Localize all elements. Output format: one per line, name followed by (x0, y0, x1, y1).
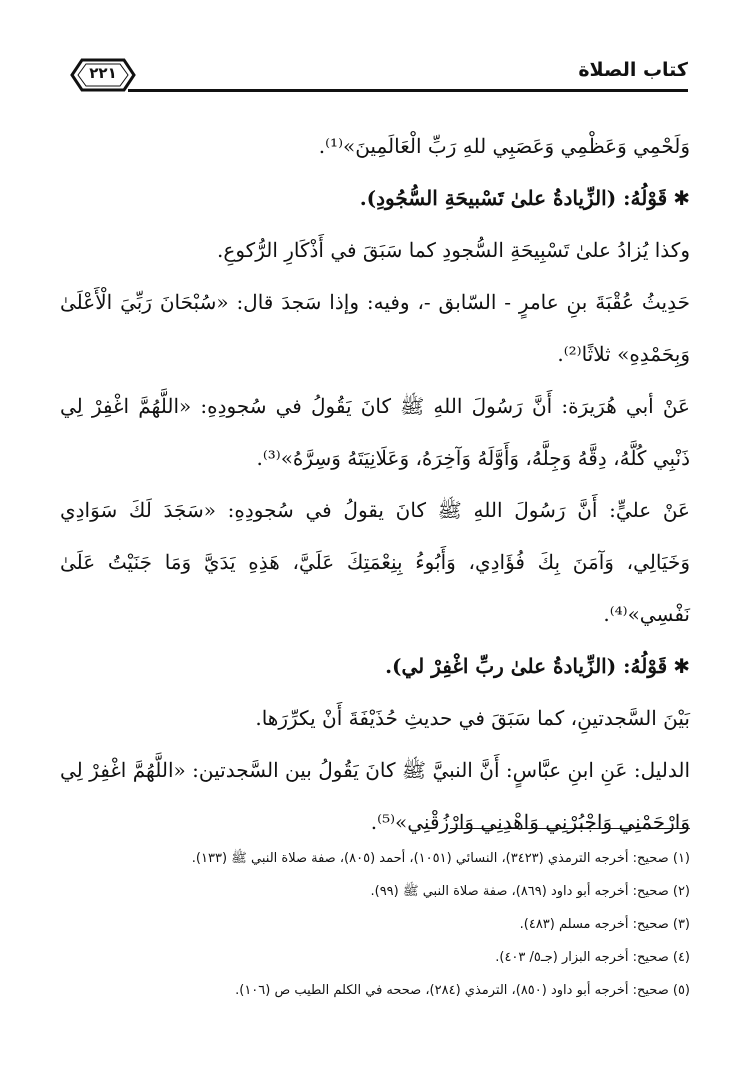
page-header (68, 55, 688, 97)
text-paragraph: حَدِيثُ عُقْبَةَ بنِ عامرٍ - السّابق -، وفيه: وإذا سَجدَ قال: «سُبْحَانَ رَبِّيَ الْأَعْلَىٰ وَبِحَمْدِهِ» ثلاثًا⁽²⁾. (60, 290, 690, 366)
main-text (60, 120, 690, 848)
star-icon: ✱ (673, 186, 690, 210)
heading-paragraph (60, 640, 690, 692)
star-icon: ✱ (673, 654, 690, 678)
header-rule (128, 89, 688, 92)
heading-text: قَوْلُهُ: (الزِّيادةُ علىٰ تَسْبيحَةِ السُّجُودِ). (359, 186, 668, 210)
page-number-badge (68, 55, 138, 95)
footnote: (٥) صحيح: أخرجه أبو داود (٨٥٠)، الترمذي (٢٨٤)، صححه في الكلم الطيب ص (١٠٦). (235, 983, 690, 998)
text-paragraph: عَنْ عليٍّ: أَنَّ رَسُولَ اللهِ ﷺ كانَ يقولُ في سُجودِهِ: «سَجَدَ لَكَ سَوَادِي وَخَيَالِي، وَآمَنَ بِكَ فُؤَادِي، وَأَبُوءُ بِنِعْمَتِكَ عَلَيَّ، هَذِهِ يَدَيَّ وَمَا جَنَيْتُ عَلَىٰ نَفْسِي»⁽⁴⁾. (60, 498, 690, 626)
page-number: ٢٢١ (89, 64, 117, 82)
footnote: (٣) صحيح: أخرجه مسلم (٤٨٣). (519, 917, 690, 932)
chapter-title: كتاب الصلاة (578, 59, 688, 81)
footnote-divider (450, 828, 690, 829)
text-paragraph: الدليل: عَنِ ابنِ عبَّاسٍ: أَنَّ النبيَّ ﷺ كانَ يَقُولُ بين السَّجدتين: «اللَّهُمَّ اغْفِرْ لِي وَارْحَمْنِي وَاجْبُرْنِي وَاهْدِنِي وَارْزُقْنِي»⁽⁵⁾. (60, 758, 690, 834)
heading-text: قَوْلُهُ: (الزِّيادةُ علىٰ ربِّ اغْفِرْ لي). (385, 654, 668, 678)
footnote: (٤) صحيح: أخرجه البزار (جـ٥/ ٤٠٣). (495, 950, 690, 965)
footnote: (٢) صحيح: أخرجه أبو داود (٨٦٩)، صفة صلاة النبي ﷺ (٩٩). (370, 884, 690, 899)
text-paragraph: وكذا يُزادُ علىٰ تَسْبِيحَةِ السُّجودِ كما سَبَقَ في أَذْكَارِ الرُّكوعِ. (217, 238, 690, 262)
text-paragraph: بَيْنَ السَّجدتينِ، كما سَبَقَ في حديثِ حُذَيْفَةَ أَنْ يكرِّرَها. (255, 706, 690, 730)
footnotes (60, 842, 690, 1007)
footnote: (١) صحيح: أخرجه الترمذي (٣٤٢٣)، النسائي (١٠٥١)، أحمد (٨٠٥)، صفة صلاة النبي ﷺ (١٣٣). (191, 851, 690, 866)
text-paragraph: عَنْ أبي هُرَيرَة: أَنَّ رَسُولَ اللهِ ﷺ كانَ يَقُولُ في سُجودِهِ: «اللَّهُمَّ اغْفِرْ لِي ذَنْبِي كُلَّهُ، دِقَّهُ وَجِلَّهُ، وَأَوَّلَهُ وَآخِرَهُ، وَعَلَانِيَتَهُ وَسِرَّهُ»⁽³⁾. (60, 394, 690, 470)
text-paragraph: وَلَحْمِي وَعَظْمِي وَعَصَبِي للهِ رَبِّ الْعَالَمِينَ»⁽¹⁾. (318, 134, 690, 158)
heading-paragraph (60, 172, 690, 224)
